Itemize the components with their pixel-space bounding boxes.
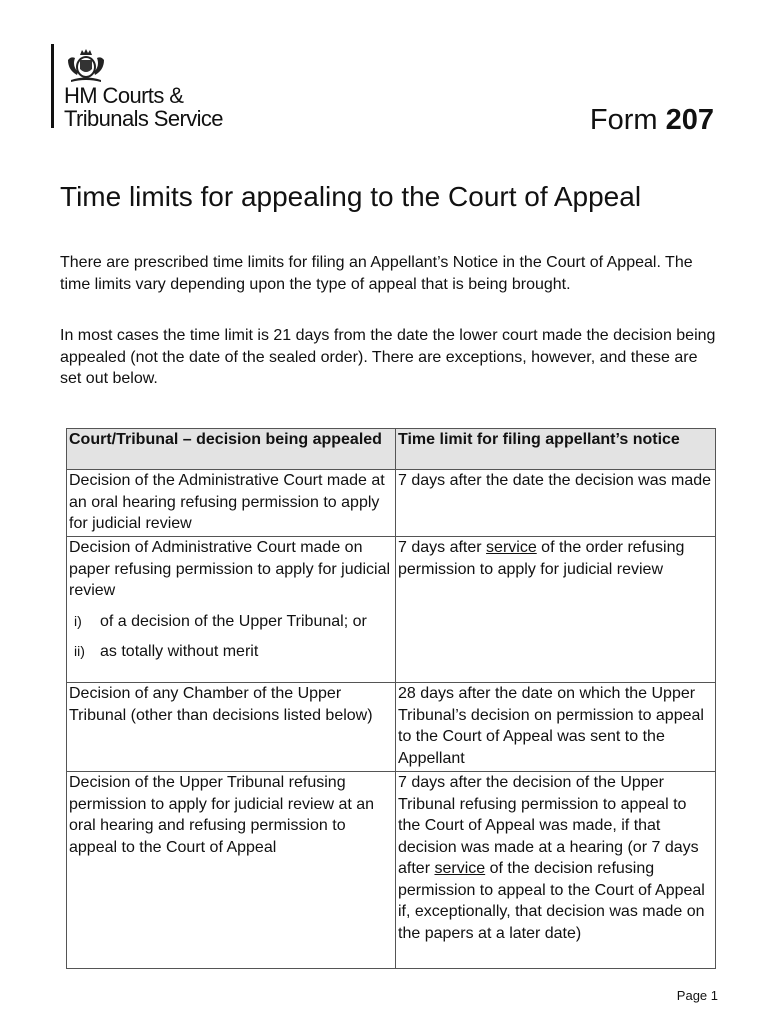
decision-cell: Decision of the Upper Tribunal refusing permission to apply for judicial review at an oral hearing and refusing permission to appeal to the Court of Appeal (67, 772, 396, 969)
limit-text-before: 7 days after the decision of the Upper Tribunal refusing permission to appeal to the Court of Appeal was made, if that decision was made at a hearing (or 7 days after (398, 774, 699, 877)
sub-item-text: as totally without merit (100, 643, 259, 660)
sub-item-number: i) (74, 612, 82, 629)
org-name (64, 84, 223, 130)
form-number-value: 207 (665, 104, 714, 136)
sub-item-number: ii) (74, 643, 85, 659)
limit-text-before: 7 days after (398, 539, 487, 556)
org-line-2: Tribunals Service (64, 106, 223, 131)
sub-item (69, 641, 393, 663)
intro-paragraph-1: There are prescribed time limits for filing an Appellant’s Notice in the Court of Appeal. The time limits vary depending upon the type of appeal that is being brought. (60, 254, 693, 293)
service-term: service (486, 539, 537, 556)
limit-cell: 28 days after the date on which the Upper Tribunal’s decision on permission to appeal to the Court of Appeal was sent to the Appellant (396, 683, 716, 772)
service-term: service (434, 860, 486, 877)
decision-cell (67, 537, 396, 683)
table-row (67, 470, 716, 537)
table-header-row (67, 429, 716, 470)
limit-cell (396, 772, 716, 969)
table-row (67, 537, 716, 683)
sub-item (69, 611, 393, 633)
limit-text-after: of the order refusing permission to apply for judicial review (398, 539, 685, 578)
intro-paragraph-2: In most cases the time limit is 21 days from the date the lower court made the decision being appealed (not the date of the sealed order). There are exceptions, however, and these are set out below. (60, 327, 716, 387)
form-number (590, 104, 714, 137)
decision-text: Decision of Administrative Court made on paper refusing permission to apply for judicial review (69, 539, 391, 599)
time-limits-table (66, 428, 716, 969)
header-time-limit: Time limit for filing appellant’s notice (396, 429, 716, 470)
table-row (67, 683, 716, 772)
org-line-1: HM Courts & (64, 83, 184, 108)
logo-divider (51, 44, 54, 128)
decision-cell: Decision of any Chamber of the Upper Tribunal (other than decisions listed below) (67, 683, 396, 772)
limit-text-after: of the decision refusing permission to appeal to the Court of Appeal if, exceptionally, that decision was made on the papers at a later date) (398, 860, 705, 942)
limit-cell (396, 537, 716, 683)
decision-cell: Decision of the Administrative Court made at an oral hearing refusing permission to apply for judicial review (67, 470, 396, 537)
sub-item-text: of a decision of the Upper Tribunal; or (100, 612, 367, 630)
page-title: Time limits for appealing to the Court of Appeal (60, 181, 642, 212)
page-number: Page 1 (676, 988, 718, 1003)
table-row (67, 772, 716, 969)
royal-crest-icon (63, 48, 109, 84)
form-prefix: Form (589, 104, 658, 136)
limit-cell: 7 days after the date the decision was made (396, 470, 716, 537)
header-decision: Court/Tribunal – decision being appealed (67, 429, 396, 470)
